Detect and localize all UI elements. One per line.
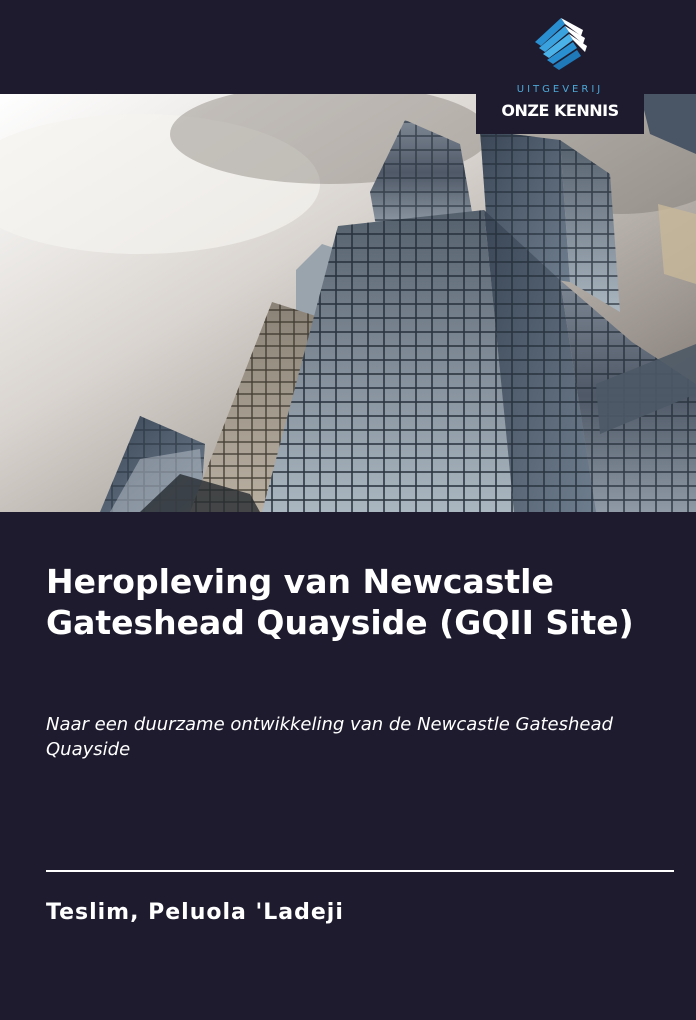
publisher-name: ONZE KENNIS [501,101,619,120]
skyscraper-photo [0,94,696,512]
divider [46,870,674,872]
publisher-label: UITGEVERIJ [516,84,604,95]
book-author: Teslim, Peluola 'Ladeji [46,900,344,925]
book-title: Heropleving van Newcastle Gateshead Quayside (GQII Site) [46,562,634,642]
book-subtitle: Naar een duurzame ontwikkeling van de Newcastle Gateshead Quayside [46,714,613,760]
publisher-logo [476,0,644,134]
open-book-icon [531,12,591,74]
